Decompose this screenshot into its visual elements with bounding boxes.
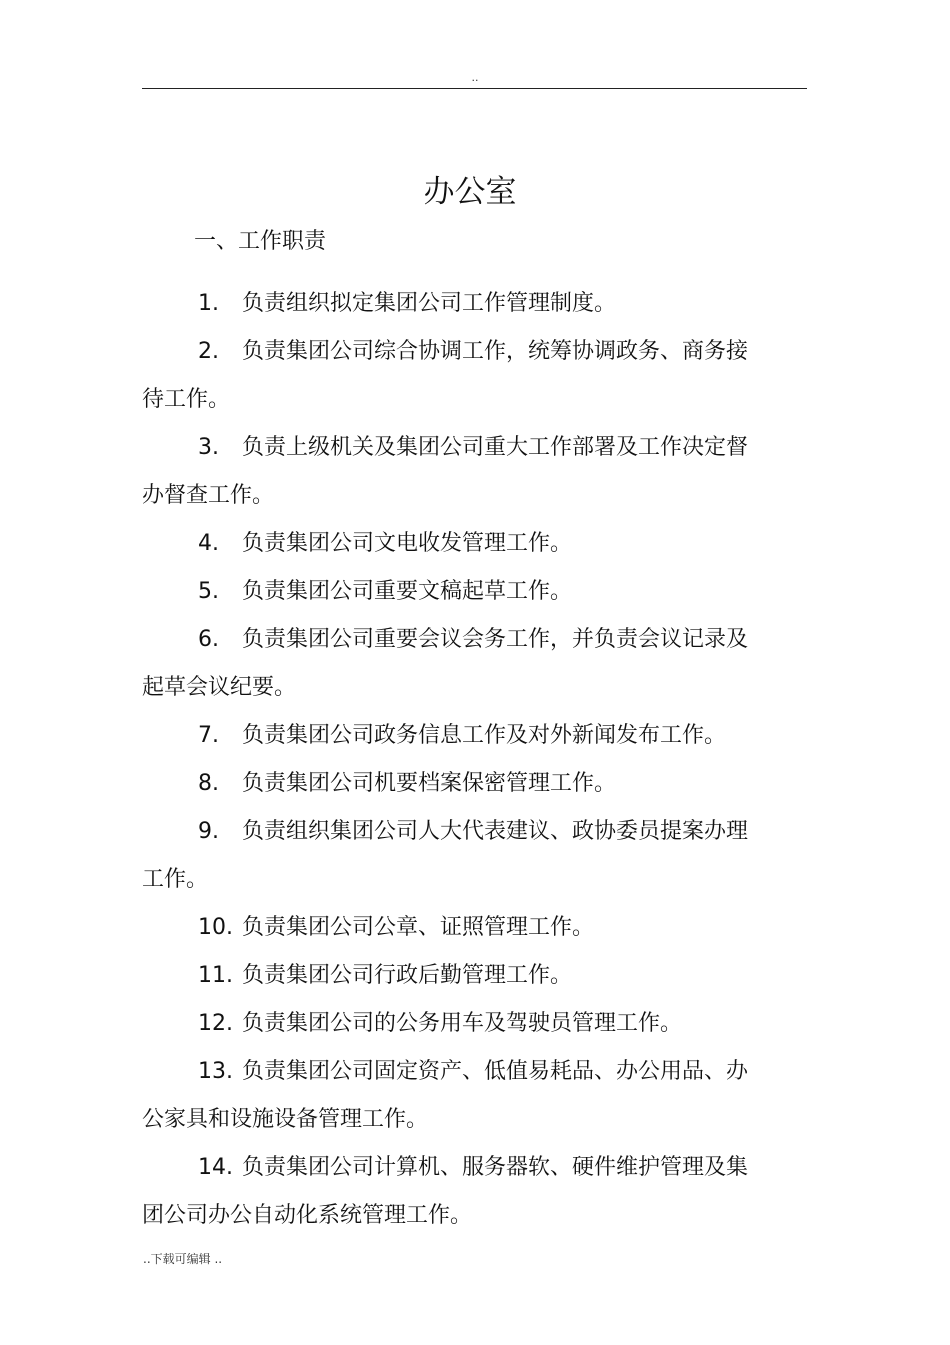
item-number: 1. <box>198 291 219 316</box>
item-text: 负责集团公司重要会议会务工作，并负责会议记录及起草会议纪要。 <box>142 627 749 700</box>
item-number: 3. <box>198 435 219 460</box>
list-item <box>142 424 750 520</box>
header-mark: .. <box>471 71 479 84</box>
item-number: 7. <box>198 723 219 748</box>
list-item <box>142 1144 750 1240</box>
item-number: 8. <box>198 771 219 796</box>
list-item <box>142 568 750 616</box>
list-item <box>142 904 750 952</box>
list-item <box>142 712 750 760</box>
duty-list <box>142 280 750 1240</box>
item-text: 负责集团公司计算机、服务器软、硬件维护管理及集团公司办公自动化系统管理工作。 <box>142 1155 749 1228</box>
item-text: 负责集团公司重要文稿起草工作。 <box>242 579 573 604</box>
item-text: 负责集团公司行政后勤管理工作。 <box>242 963 573 988</box>
item-text: 负责组织拟定集团公司工作管理制度。 <box>242 291 617 316</box>
item-number: 2. <box>198 339 219 364</box>
item-number: 12. <box>198 1011 233 1036</box>
item-text: 负责组织集团公司人大代表建议、政协委员提案办理工作。 <box>142 819 749 892</box>
list-item <box>142 808 750 904</box>
item-text: 负责集团公司公章、证照管理工作。 <box>242 915 595 940</box>
list-item <box>142 1000 750 1048</box>
list-item <box>142 520 750 568</box>
page-title: 办公室 <box>423 174 517 210</box>
item-number: 6. <box>198 627 219 652</box>
section-heading: 一、工作职责 <box>194 229 327 254</box>
item-number: 10. <box>198 915 233 940</box>
list-item <box>142 1048 750 1144</box>
item-text: 负责集团公司的公务用车及驾驶员管理工作。 <box>242 1011 683 1036</box>
list-item <box>142 760 750 808</box>
item-text: 负责集团公司固定资产、低值易耗品、办公用品、办公家具和设施设备管理工作。 <box>142 1059 749 1132</box>
item-number: 5. <box>198 579 219 604</box>
item-number: 9. <box>198 819 219 844</box>
list-item <box>142 616 750 712</box>
item-text: 负责集团公司综合协调工作，统筹协调政务、商务接待工作。 <box>142 339 749 412</box>
list-item <box>142 328 750 424</box>
item-number: 13. <box>198 1059 233 1084</box>
list-item <box>142 952 750 1000</box>
header-rule <box>142 88 807 89</box>
item-text: 负责集团公司机要档案保密管理工作。 <box>242 771 617 796</box>
item-text: 负责集团公司政务信息工作及对外新闻发布工作。 <box>242 723 727 748</box>
item-text: 负责集团公司文电收发管理工作。 <box>242 531 573 556</box>
item-text: 负责上级机关及集团公司重大工作部署及工作决定督办督查工作。 <box>142 435 749 508</box>
item-number: 11. <box>198 963 233 988</box>
item-number: 4. <box>198 531 219 556</box>
list-item <box>142 280 750 328</box>
item-number: 14. <box>198 1155 233 1180</box>
footer-mark: ..下载可编辑 .. <box>143 1252 223 1266</box>
